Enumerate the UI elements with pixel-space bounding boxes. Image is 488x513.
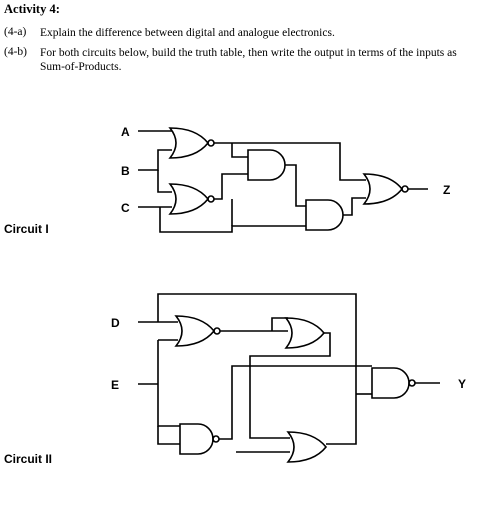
wire-c-loop <box>160 207 306 232</box>
input-label-c: C <box>121 201 130 215</box>
wire-c2-loop <box>272 318 288 331</box>
wire-g1-to-and3 <box>232 143 248 157</box>
input-label-a: A <box>121 125 130 139</box>
gate-or-c2-2 <box>286 318 324 348</box>
wire-c2-e-low <box>158 426 180 444</box>
wire-and4-out <box>343 198 366 215</box>
wire-and3-out <box>285 165 306 206</box>
gate-nor-1 <box>170 128 208 158</box>
wire-e-branch <box>158 340 180 426</box>
gate-and-4 <box>306 200 343 230</box>
output-label-z: Z <box>443 183 451 197</box>
circuit-1-diagram <box>138 128 428 232</box>
circuit-2-label: Circuit II <box>4 452 53 466</box>
gate-nor-5 <box>364 174 402 204</box>
wire-c2-g2-out <box>250 333 330 438</box>
wire-c2-g3-out <box>219 366 372 439</box>
gate-nor-2 <box>170 184 208 214</box>
wire-g2-out <box>214 174 248 199</box>
question-number-b: (4-b) <box>4 46 27 58</box>
circuit-2-diagram <box>138 294 440 462</box>
gate-or-c2-4 <box>288 432 326 462</box>
gate-nor-c2-1 <box>176 316 214 346</box>
question-text-b: For both circuits below, build the truth table, then write the output in terms of the inputs as Sum-of-Products. <box>40 47 457 73</box>
input-label-d: D <box>111 316 120 330</box>
activity-title: Activity 4: <box>4 2 60 16</box>
input-label-e: E <box>111 378 120 392</box>
input-label-b: B <box>121 164 130 178</box>
circuit-1-label: Circuit I <box>4 222 49 236</box>
gate-nand-c2-3-bubble <box>213 436 219 442</box>
gate-and-3 <box>248 150 285 180</box>
gate-nand-c2-3 <box>180 424 213 454</box>
question-number-a: (4-a) <box>4 26 27 38</box>
gate-nand-c2-5 <box>372 368 409 398</box>
gate-nand-c2-5-bubble <box>409 380 415 386</box>
question-text-a: Explain the difference between digital and analogue electronics. <box>40 27 335 39</box>
output-label-y: Y <box>458 377 467 391</box>
wire-b-to-gate2 <box>158 170 172 192</box>
wire-a <box>138 131 172 207</box>
